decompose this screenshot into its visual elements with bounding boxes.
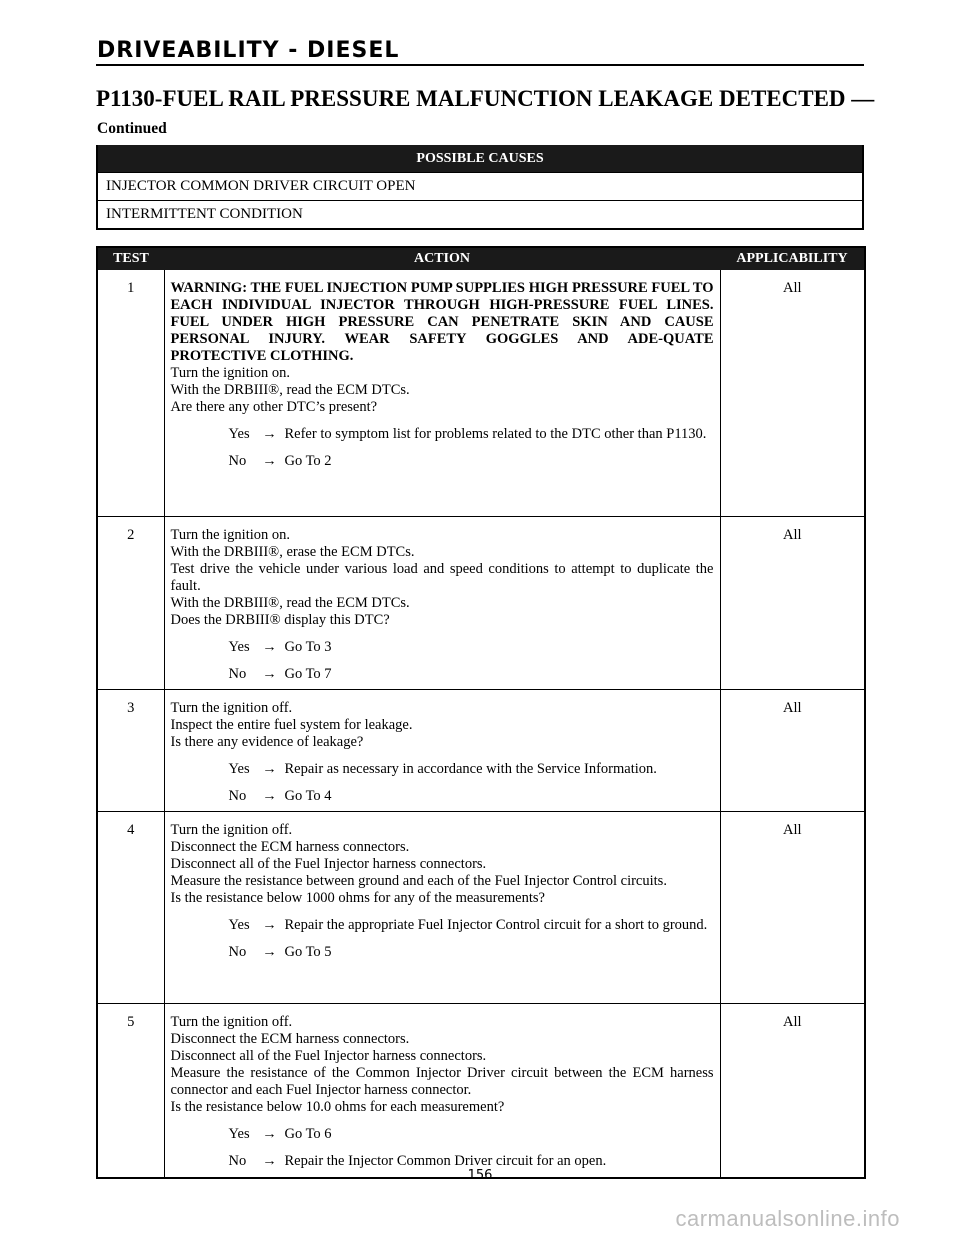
step: Inspect the entire fuel system for leakage. <box>170 716 413 733</box>
header-test: TEST <box>97 247 164 270</box>
arrow-icon: → <box>262 426 277 442</box>
header-action: ACTION <box>164 247 720 270</box>
step: Is the resistance below 1000 ohms for any of the measurements? <box>170 889 545 906</box>
answer-yes: Yes → Refer to symptom list for problems related to the DTC other than P1130. <box>228 426 707 442</box>
applicability-cell: All <box>720 516 865 689</box>
step: Turn the ignition on. <box>170 526 291 543</box>
test-number: 4 <box>97 811 164 1003</box>
applicability-cell: All <box>720 1003 865 1178</box>
step: Measure the resistance of the Common Injector Driver circuit between the ECM harness connector and each Fuel Injector harness connector. <box>170 1064 714 1098</box>
page-number: 156 <box>467 1168 493 1183</box>
table-row <box>97 1003 865 1178</box>
header-rule <box>96 64 864 66</box>
action-cell <box>164 516 720 689</box>
arrow-icon: → <box>262 1125 277 1142</box>
step: Turn the ignition off. <box>170 699 293 716</box>
answer-no: No → Repair the Injector Common Driver circuit for an open. <box>228 1152 607 1169</box>
arrow-icon: → <box>262 638 277 655</box>
possible-causes-heading: POSSIBLE CAUSES <box>98 145 862 172</box>
action-cell <box>164 689 720 811</box>
answer-no: No → Go To 5 <box>228 943 332 960</box>
answer-yes: Yes → Repair as necessary in accordance with the Service Information. <box>228 760 657 777</box>
answer-no: No → Go To 4 <box>228 787 332 804</box>
continued-label: Continued <box>97 120 167 137</box>
arrow-icon: → <box>262 665 277 682</box>
arrow-icon: → <box>262 760 277 777</box>
answer-no: No → Go To 7 <box>228 665 332 682</box>
step: Disconnect the ECM harness connectors. <box>170 838 410 855</box>
step: Measure the resistance between ground and each of the Fuel Injector Control circuits. <box>170 872 667 889</box>
step: With the DRBIII®, read the ECM DTCs. <box>170 382 410 398</box>
arrow-icon: → <box>262 916 277 933</box>
step: Turn the ignition off. <box>170 821 293 838</box>
step: Turn the ignition on. <box>170 365 291 381</box>
step: With the DRBIII®, read the ECM DTCs. <box>170 594 410 611</box>
step: Turn the ignition off. <box>170 1013 293 1030</box>
table-row <box>97 270 865 516</box>
test-number: 3 <box>97 689 164 811</box>
watermark: carmanualsonline.info <box>675 1206 900 1231</box>
answer-no: No → Go To 2 <box>228 453 332 469</box>
arrow-icon: → <box>262 1152 277 1169</box>
applicability-cell: All <box>720 811 865 1003</box>
cause-item: INTERMITTENT CONDITION <box>98 200 862 228</box>
page-title: P1130-FUEL RAIL PRESSURE MALFUNCTION LEAKAGE DETECTED — <box>96 86 875 111</box>
table-row <box>97 689 865 811</box>
answer-yes: Yes → Go To 3 <box>228 638 332 655</box>
applicability-cell: All <box>720 270 865 516</box>
action-cell <box>164 811 720 1003</box>
step: Is the resistance below 10.0 ohms for each measurement? <box>170 1098 505 1115</box>
arrow-icon: → <box>262 787 277 804</box>
step: Disconnect the ECM harness connectors. <box>170 1030 410 1047</box>
table-row <box>97 811 865 1003</box>
possible-causes-box <box>96 145 864 230</box>
table-row <box>97 516 865 689</box>
step: Test drive the vehicle under various load and speed conditions to attempt to duplicate the fault. <box>170 560 714 594</box>
step: Does the DRBIII® display this DTC? <box>170 611 390 628</box>
section-header: DRIVEABILITY - DIESEL <box>97 38 400 63</box>
applicability-cell: All <box>720 689 865 811</box>
warning-text: WARNING: THE FUEL INJECTION PUMP SUPPLIES HIGH PRESSURE FUEL TO EACH INDIVIDUAL INJECTOR THROUGH HIGH-PRESSURE FUEL LINES. FUEL UNDER HIGH PRESSURE CAN PENETRATE SKIN AND CAUSE PERSONAL INJURY. WEAR SAFETY GOGGLES AND ADE-QUATE PROTECTIVE CLOTHING. <box>170 280 714 364</box>
test-table <box>96 246 866 1179</box>
test-number: 2 <box>97 516 164 689</box>
step: With the DRBIII®, erase the ECM DTCs. <box>170 543 415 560</box>
arrow-icon: → <box>262 453 277 469</box>
action-cell <box>164 1003 720 1178</box>
answer-yes: Yes → Repair the appropriate Fuel Injector Control circuit for a short to ground. <box>228 916 708 933</box>
test-number: 1 <box>97 270 164 516</box>
step: Are there any other DTC’s present? <box>170 399 378 415</box>
step: Disconnect all of the Fuel Injector harness connectors. <box>170 1047 487 1064</box>
test-number: 5 <box>97 1003 164 1178</box>
action-cell <box>164 270 720 516</box>
cause-item: INJECTOR COMMON DRIVER CIRCUIT OPEN <box>98 172 862 200</box>
header-applicability: APPLICABILITY <box>720 247 865 270</box>
step: Is there any evidence of leakage? <box>170 733 364 750</box>
arrow-icon: → <box>262 943 277 960</box>
answer-yes: Yes → Go To 6 <box>228 1125 332 1142</box>
step: Disconnect all of the Fuel Injector harness connectors. <box>170 855 487 872</box>
